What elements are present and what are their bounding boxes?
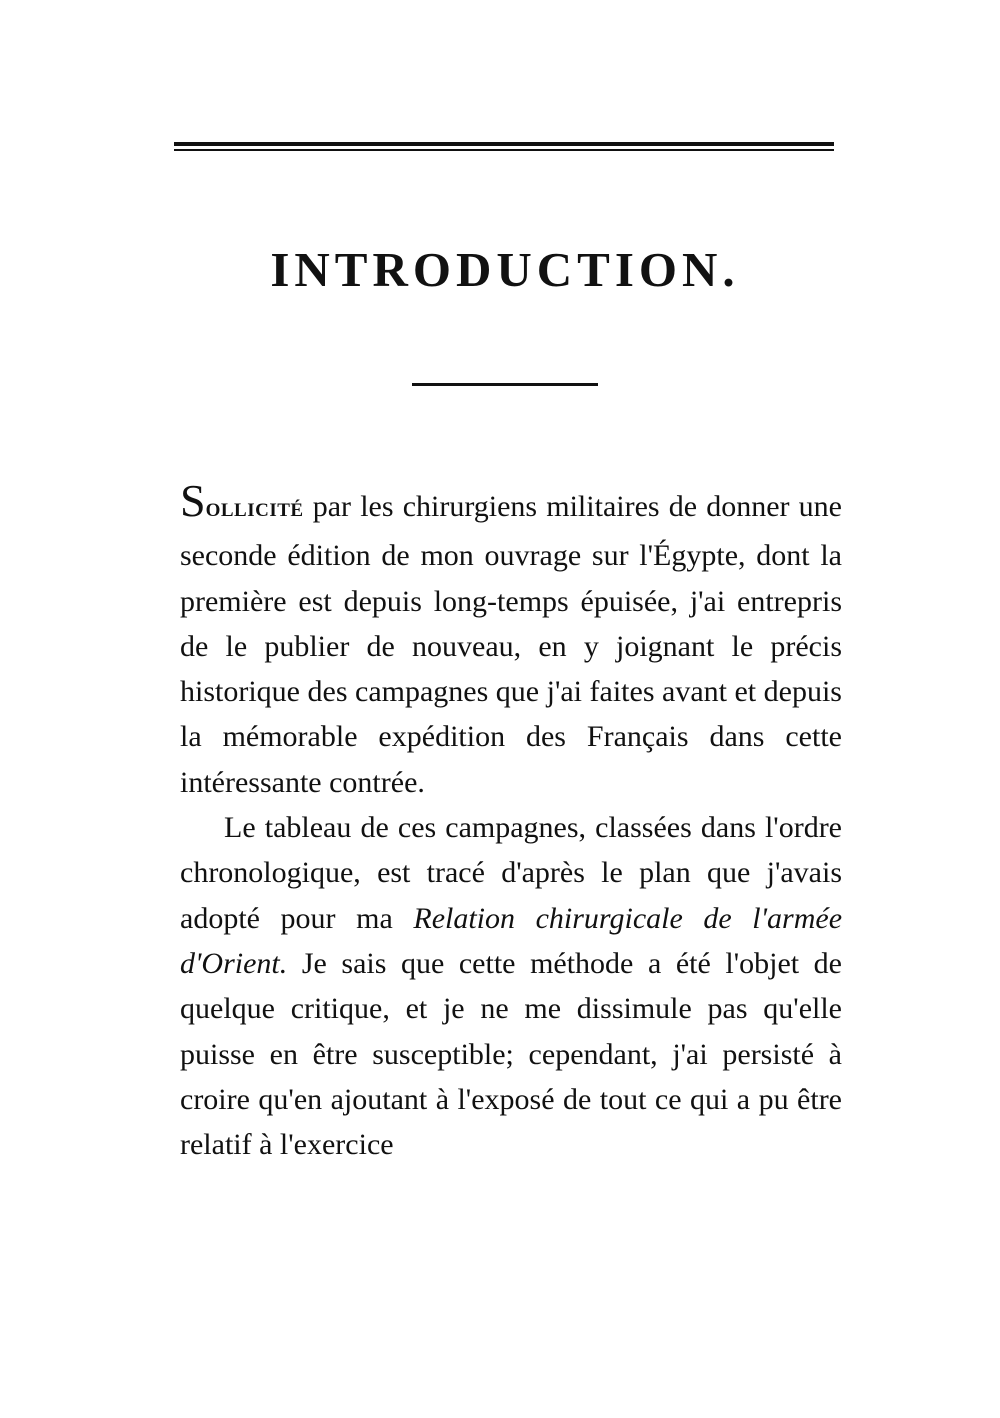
drop-capital: S (180, 475, 206, 526)
title-separator-rule (412, 383, 598, 386)
paragraph-2 (180, 805, 842, 1167)
top-double-rule (174, 142, 834, 152)
top-rule-thin (174, 149, 834, 151)
paragraph-1-text: par les chirurgiens militaires de donner une seconde édition de mon ouvrage sur l'Égypte, dont la première est depuis long-temps épuisée, j'ai entrepris de le publier de nouveau, en y joignant le précis historique des campagnes que j'ai faites avant et depuis la mémorable expédition des Français dans cette intéressante contrée. (180, 490, 842, 799)
book-title-italic: Relation chirurgicale de l'armée d'Orient. (180, 901, 843, 980)
paragraph-2-text-after: Je sais que cette méthode a été l'objet de quelque critique, et je ne me dissimule pas qu'elle puisse en être susceptible; cependant, j'ai persisté à croire qu'en ajoutant à l'exposé de tout ce qui a pu être relatif à l'exercice (180, 946, 842, 1162)
body-text (180, 475, 843, 1167)
paragraph-1 (180, 475, 842, 805)
paragraph-2-text-before: Le tableau de ces campagnes, classées dans l'ordre chronologique, est tracé d'après le plan que j'avais adopté pour ma (180, 811, 842, 935)
top-rule-thick (174, 142, 834, 146)
opening-small-caps: OLLICITÉ (205, 500, 304, 521)
chapter-title: INTRODUCTION. (270, 242, 740, 297)
